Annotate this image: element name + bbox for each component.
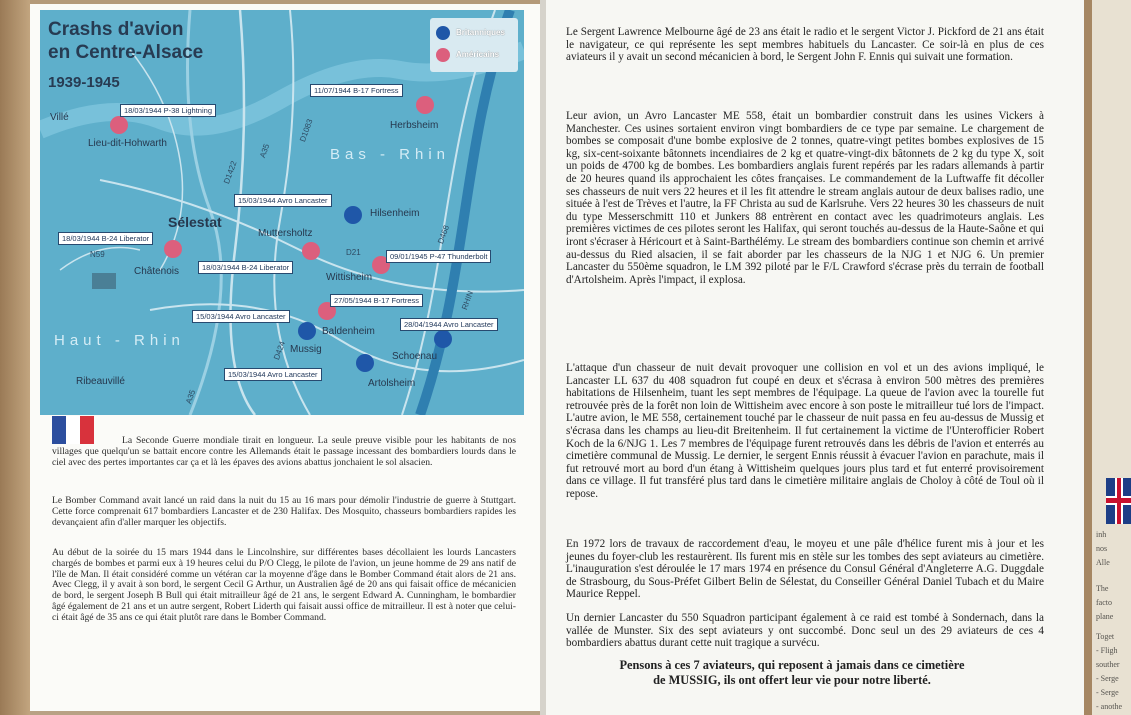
town-wittisheim: Wittisheim xyxy=(326,272,373,283)
edge-fragment: - Fligh xyxy=(1096,646,1118,655)
crash-pin-8 xyxy=(298,322,316,340)
crash-label-8: 15/03/1944 Avro Lancaster xyxy=(192,310,290,323)
crash-label-6: 09/01/1945 P-47 Thunderbolt xyxy=(386,250,491,263)
crash-pin-5 xyxy=(302,242,320,260)
crash-label-9: 28/04/1944 Avro Lancaster xyxy=(400,318,498,331)
right-paragraph-2: Leur avion, un Avro Lancaster ME 558, était un bombardier construit dans les usines Vickers à Manchester. Ces usines sortaient environ vingt bombardiers de ce type par semaine. Le chargement de bombes se composait d'une bombe explosive de 2 tonnes, quatre-vingt petites bombes explosives de 15 kg, six-cent-soixante bâtonnets incendiaires de 2 kg et quatre-vingt-dix bâtonnets de 2 kg du type X, soit un poids de 4700 kg de bombes. Les bombardiers anglais furent repérés par les radars allemands à partir de 20 heures quand ils approchaient les côtes françaises. Le commandement de la Luftwaffe fit décoller ses chasseurs de nuit vers 22 heures et il les fit attendre le stream anglais autour de deux balises radio, une située à l'est de Trèves et l'autre, la FF Christa au sud de Karlsruhe. Vers 22 heures 30 les chasseurs de nuit du type Messerschmitt 110 et Junkers 88 entrèrent en contact avec les quadrimoteurs anglais. Les premières victimes de ces pilotes seront les Halifax, qui seront touchés au-dessus de la Haute-Saône et qui iront s'écraser à Héricourt et à Saint-Barthélémy. Le stream des bombardiers continue son chemin et arrivé au-dessus du Ried alsacien, il se fait aborder par les chasseurs de la NJG 1 et NJG 6. Un premier Lancaster du 550ème squadron, le LM 392 piloté par le F/L Crawford s'écrase près du terrain de football d'Artolsheim. Après l'impact, il explosa. xyxy=(566,110,1044,286)
right-panel xyxy=(546,0,1084,715)
crash-label-2: 11/07/1944 B-17 Fortress xyxy=(310,84,403,97)
crash-label-3: 15/03/1944 Avro Lancaster xyxy=(234,194,332,207)
right-paragraph-4: En 1972 lors de travaux de raccordement d'eau, le moyeu et une pâle d'hélice furent mis à jour et les jeunes du foyer-club les restaurèrent. Ils furent mis en stèle sur les tombes des sept aviateurs au cimetière. L'inauguration s'est déroulée le 17 mars 1974 en présence du Consul Général d'Angleterre A.G. Duggdale de Strasbourg, du Sous-Préfet Gilbert Belin de Sélestat, du Conseiller Général Daniel Tubach et du Maire Maurice Reppel. xyxy=(566,538,1044,601)
map-title-line2: en Centre-Alsace xyxy=(48,42,204,63)
left-paragraph-1: La Seconde Guerre mondiale tirait en longueur. La seule preuve visible pour les habitants de nos villages que quelqu'un se battait encore contre les Allemands était le passage incessant des bombardiers lourds dans le ciel avec des pertes importantes car ça et là les épaves des avions abattus jonchaient le sol alsacien. xyxy=(52,435,516,468)
legend-label-american: Américains xyxy=(456,50,500,59)
crash-pin-10 xyxy=(356,354,374,372)
wooden-frame-left xyxy=(0,0,30,715)
town-herbsheim: Herbsheim xyxy=(390,120,439,131)
town-schoenau: Schoenau xyxy=(392,351,438,362)
closing-line-2: de MUSSIG, ils ont offert leur vie pour notre liberté. xyxy=(653,673,931,687)
edge-fragment: Toget xyxy=(1096,632,1115,641)
crash-label-10: 15/03/1944 Avro Lancaster xyxy=(224,368,322,381)
crash-label-5: 18/03/1944 B-24 Liberator xyxy=(198,261,293,274)
left-paragraph-2: Le Bomber Command avait lancé un raid dans la nuit du 15 au 16 mars pour démolir l'industrie de guerre à Stuttgart. Cette force comprenait 617 bombardiers Lancaster et de 230 Halifax. Des Mosquito, chasseurs bombardiers rapides les devançaient afin d'aller marquer les objectifs. xyxy=(52,495,516,528)
crash-pin-9 xyxy=(434,330,452,348)
region-haut-rhin: Haut - Rhin xyxy=(54,332,185,349)
road-n59: N59 xyxy=(90,250,105,259)
edge-fragment: Alle xyxy=(1096,558,1110,567)
legend-dot-british xyxy=(436,26,450,40)
town-baldenheim: Baldenheim xyxy=(322,326,375,337)
town-artolsheim: Artolsheim xyxy=(368,378,416,389)
edge-fragment: inh xyxy=(1096,530,1107,539)
map-years: 1939-1945 xyxy=(48,74,120,91)
right-paragraph-5: Un dernier Lancaster du 550 Squadron participant également à ce raid est tombé à Sondernach, dans la vallée de Munster. Six des sept aviateurs y ont succombé. Donc seul un des 29 aviateurs de ces 4 bombardiers abattus durant cette nuit tragique a survécu. xyxy=(566,612,1044,650)
map xyxy=(40,10,524,415)
legend-dot-american xyxy=(436,48,450,62)
edge-fragment: - anothe xyxy=(1096,702,1122,711)
crash-label-4: 18/03/1944 B-24 Liberator xyxy=(58,232,153,245)
town-lieu-dit-hohwarth: Lieu-dit-Hohwarth xyxy=(88,138,167,149)
road-d424: D424 xyxy=(272,340,287,362)
river-rhin: RHIN xyxy=(460,289,476,312)
town-selestat: Sélestat xyxy=(168,214,222,230)
left-paragraph-3: Au début de la soirée du 15 mars 1944 dans le Lincolnshire, sur différentes bases décollaient les lourds Lancasters chargés de bombes et parmi eux à 19 heures celui du P/O Clegg, le pilote de l'avion, un jeune homme de 29 ans natif de l'île de Man. Il était considéré comme un vétéran car la moyenne d'âge dans le Bomber Command était alors de 21 ans. Avec Clegg, il y avait à son bord, le sergent Cecil G Arthur, un Australien âgé de 20 ans qui faisait office de mécanicien de bord, le sergent Joseph B Bull qui était mitrailleur âgé de 21 ans, le sergent Edward A. Cunningham, le bombardier âgé également de 21 ans et un autre sergent, Robert Liderth qui faisait aussi office de mitrailleur. Il est à noter que celui-ci était âgé de 35 ans ce qui était plutôt rare dans le Bomber Command. xyxy=(52,547,516,623)
edge-fragment: nos xyxy=(1096,544,1108,553)
crash-pin-4 xyxy=(164,240,182,258)
edge-fragment: facto xyxy=(1096,598,1112,607)
edge-fragment: - Serge xyxy=(1096,674,1119,683)
edge-fragment: plane xyxy=(1096,612,1114,621)
town-ribeauville: Ribeauvillé xyxy=(76,376,125,387)
crash-pin-2 xyxy=(416,96,434,114)
map-title-line1: Crashs d'avion xyxy=(48,19,184,40)
road-d21: D21 xyxy=(346,248,361,257)
frame-strip xyxy=(1084,0,1092,715)
map-title xyxy=(48,18,203,64)
town-mussig: Mussig xyxy=(290,344,322,355)
right-paragraph-3: L'attaque d'un chasseur de nuit devait provoquer une collision en vol et un des avions impliqué, le Lancaster LL 637 du 408 squadron fut coupé en deux et s'écrasa à environ 500 mètres des premières habitations de Hilsenheim, tuant les sept membres de l'équipage. La queue de l'avion avec la tourelle fut retrouvée près de la forêt non loin de Wittisheim avec encore à son poste le mitrailleur tué lors de l'impact. L'autre avion, le ME 558, certainement touché par le chasseur de nuit passa en feu au-dessus de Mussig et s'écrasa dans les champs au lieu-dit Breitenheim. Il fut certainement la victime de l'Unterofficier Robert Koch de la 6/NJG 1. Les 7 membres de l'équipage furent retrouvés dans les débris de l'avion et enterrés au cimetière communal de Mussig. Le dernier, le sergent Ennis réussit à évacuer l'avion en parachute, mais il fut retrouvé mort au bord d'un étang à Wittisheim quelques jours plus tard et fut enterré provisoirement dans ce village. Il fut transféré plus tard dans le cimetière militaire anglais de Choloy à côté de Toul où il repose. xyxy=(566,362,1044,500)
edge-fragment: - Serge xyxy=(1096,688,1119,697)
town-chatenois: Châtenois xyxy=(134,266,180,277)
closing-statement xyxy=(566,658,1018,688)
closing-line-1: Pensons à ces 7 aviateurs, qui reposent à jamais dans ce cimetière xyxy=(619,658,965,672)
road-d1422: D1422 xyxy=(222,159,239,186)
road-a35-south: A35 xyxy=(184,388,198,406)
road-d468: D468 xyxy=(436,224,451,246)
edge-fragment: souther xyxy=(1096,660,1120,669)
town-ville: Villé xyxy=(50,112,69,123)
map-legend xyxy=(430,18,518,72)
town-muttersholtz: Muttersholtz xyxy=(258,228,313,239)
castle-icon xyxy=(92,273,116,289)
edge-fragment: The xyxy=(1096,584,1109,593)
region-bas-rhin: Bas - Rhin xyxy=(330,146,451,163)
adjacent-panel-edge xyxy=(1084,0,1131,715)
right-paragraph-1: Le Sergent Lawrence Melbourne âgé de 23 ans était le radio et le sergent Victor J. Pickford de 21 ans était le navigateur, ce qui représente les sept membres habituels du Lancaster. Ce soir-là en plus de ces aviateurs il y avait un second mécanicien à bord, le Sergent John F. Ennis qui suivait une formation. xyxy=(566,26,1044,64)
town-hilsenheim: Hilsenheim xyxy=(370,208,420,219)
uk-flag xyxy=(1106,478,1131,524)
legend-label-british: Britanniques xyxy=(456,28,505,37)
crash-pin-1 xyxy=(110,116,128,134)
crash-pin-3 xyxy=(344,206,362,224)
road-d1083: D1083 xyxy=(298,117,315,144)
crash-label-1: 18/03/1944 P-38 Lightning xyxy=(120,104,216,117)
crash-label-7: 27/05/1944 B-17 Fortress xyxy=(330,294,423,307)
road-a35-north: A35 xyxy=(258,142,272,160)
